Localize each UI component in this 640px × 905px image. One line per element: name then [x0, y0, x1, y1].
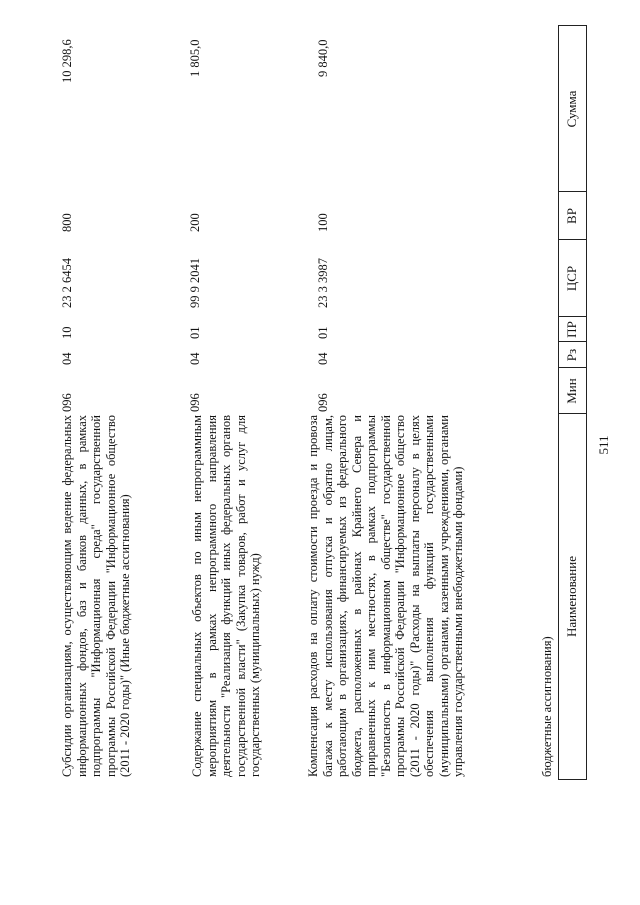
table-border-left — [558, 779, 587, 780]
table-row-1-csr: 23 3 3987 — [316, 258, 330, 308]
header-rz: Рз — [564, 348, 579, 362]
table-row-3-vr: 800 — [60, 213, 74, 232]
continuation-text: бюджетные ассигнования) — [540, 636, 554, 777]
header-vr: ВР — [564, 208, 579, 224]
page-number: 511 — [596, 435, 611, 455]
table-row-2-csr: 99 9 2041 — [188, 258, 202, 308]
table-row-2-rz: 04 — [188, 352, 202, 365]
header-csr: ЦСР — [564, 265, 579, 292]
table-row-3-pr: 10 — [60, 326, 74, 339]
table-row-2-vr: 200 — [188, 213, 202, 232]
table-row-2-min: 096 — [188, 393, 202, 412]
table-row-3-min: 096 — [60, 393, 74, 412]
table-row-3-sum: 10 298,6 — [60, 39, 74, 83]
table-row-1-sum: 9 840,0 — [316, 39, 330, 77]
table-row-1-vr: 100 — [316, 213, 330, 232]
table-row-2-sum: 1 805,0 — [188, 39, 202, 77]
table-row-1-rz: 04 — [316, 352, 330, 365]
table-row-2-pr: 01 — [188, 326, 202, 339]
table-row-3-name: Субсидии организациям, осуществляющим ведение федеральных информационных фондов, баз и банков данных, в рамках подпрограммы "Информационная среда" государственной программы Российской Федерации "Информационное общество (2011 - 2020 годы)" (Иные бюджетные ассигнования) — [60, 415, 133, 777]
header-name: Наименование — [564, 556, 579, 637]
table-row-3-csr: 23 2 6454 — [60, 258, 74, 308]
table-row-1-min: 096 — [316, 393, 330, 412]
header-pr: ПР — [564, 321, 579, 338]
header-min: Мин — [564, 378, 579, 404]
table-row-1-name: Компенсация расходов на оплату стоимости проезда и провоза багажа к месту использования отпуска и обратно лицам, работающим в организациях, финансируемых из федерального бюджета, расположенных в районах Крайнего Севера и приравненных к ним местностях, в рамках подпрограммы "Безопасность в информационном обществе" государственной программы Российской Федерации "Информационное общество (2011 - 2020 годы)" (Расходы на выплаты персоналу в целях обеспечения выполнения функций государственными (муниципальными) органами, казенными учреждениями, органами управления государственными внебюджетными фондами) — [306, 415, 466, 777]
table-row-3-rz: 04 — [60, 352, 74, 365]
table-row-1-pr: 01 — [316, 326, 330, 339]
header-sum: Сумма — [564, 90, 579, 128]
table-border-header-bottom — [586, 25, 587, 780]
table-row-2-name: Содержание специальных объектов по иным непрограммным мероприятиям в рамках непрограммного направления деятельности "Реализация функций иных федеральных органов государственной власти" (Закупка товаров, работ и услуг для государственных (муниципальных) нужд) — [190, 415, 263, 777]
